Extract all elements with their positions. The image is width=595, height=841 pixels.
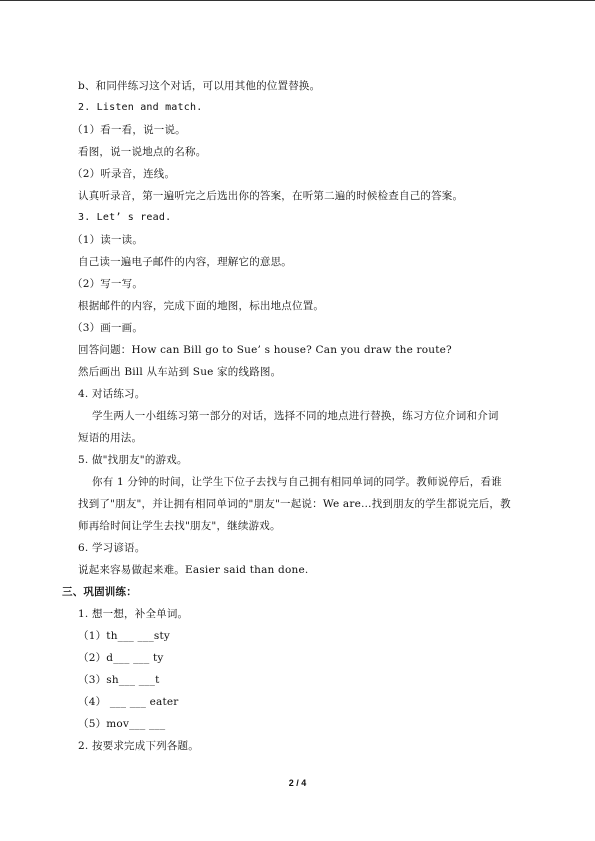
- section-heading: 三、巩固训练：: [62, 586, 137, 598]
- text-line: （3）画一画。: [72, 322, 144, 334]
- text-line: 回答问题：How can Bill go to Sue’ s house? Can you draw the route?: [78, 344, 452, 356]
- text-line: （2）写一写。: [72, 278, 144, 290]
- text-line: 学生两人一小组练习第一部分的对话，选择不同的地点进行替换，练习方位介词和介词: [92, 410, 499, 422]
- text-line: 根据邮件的内容，完成下面的地图，标出地点位置。: [78, 300, 325, 312]
- text-line: 2. Listen and match.: [78, 102, 203, 113]
- exercise-item: （1）th___ ___sty: [78, 630, 171, 642]
- text-line: 5. 做"找朋友"的游戏。: [78, 454, 188, 466]
- text-line: 师再给时间让学生去找"朋友"，继续游戏。: [78, 520, 281, 532]
- exercise-item: （3）sh___ ___t: [78, 674, 160, 686]
- text-line: 2. 按要求完成下列各题。: [78, 740, 199, 752]
- text-line: 4. 对话练习。: [78, 388, 146, 400]
- text-line: b、和同伴练习这个对话，可以用其他的位置替换。: [78, 80, 321, 92]
- text-line: 看图，说一说地点的名称。: [78, 146, 207, 158]
- exercise-item: （5）mov___ ___: [78, 718, 166, 730]
- text-line: 说起来容易做起来难。Easier said than done.: [78, 564, 309, 576]
- text-line: 找到了"朋友"，并让拥有相同单词的"朋友"一起说：We are…找到朋友的学生都说完后，教: [78, 498, 511, 510]
- text-line: 自己读一遍电子邮件的内容，理解它的意思。: [78, 256, 292, 268]
- exercise-item: （4） ___ ___ eater: [78, 696, 179, 708]
- text-line: 短语的用法。: [78, 432, 143, 444]
- exercise-item: （2）d___ ___ ty: [78, 652, 164, 664]
- text-line: 然后画出 Bill 从车站到 Sue 家的线路图。: [78, 366, 282, 378]
- text-line: （1）看一看，说一说。: [72, 124, 186, 136]
- text-line: 你有 1 分钟的时间，让学生下位子去找与自己拥有相同单词的同学。教师说停后，看谁: [92, 476, 502, 488]
- text-line: 6. 学习谚语。: [78, 542, 146, 554]
- text-line: 1. 想一想，补全单词。: [78, 608, 189, 620]
- text-line: （2）听录音，连线。: [72, 168, 176, 180]
- text-line: 认真听录音，第一遍听完之后选出你的答案，在听第二遍的时候检查自己的答案。: [78, 190, 464, 202]
- text-line: 3. Let’ s read.: [78, 212, 172, 223]
- text-line: （1）读一读。: [72, 234, 144, 246]
- page-number: 2 / 4: [288, 778, 307, 788]
